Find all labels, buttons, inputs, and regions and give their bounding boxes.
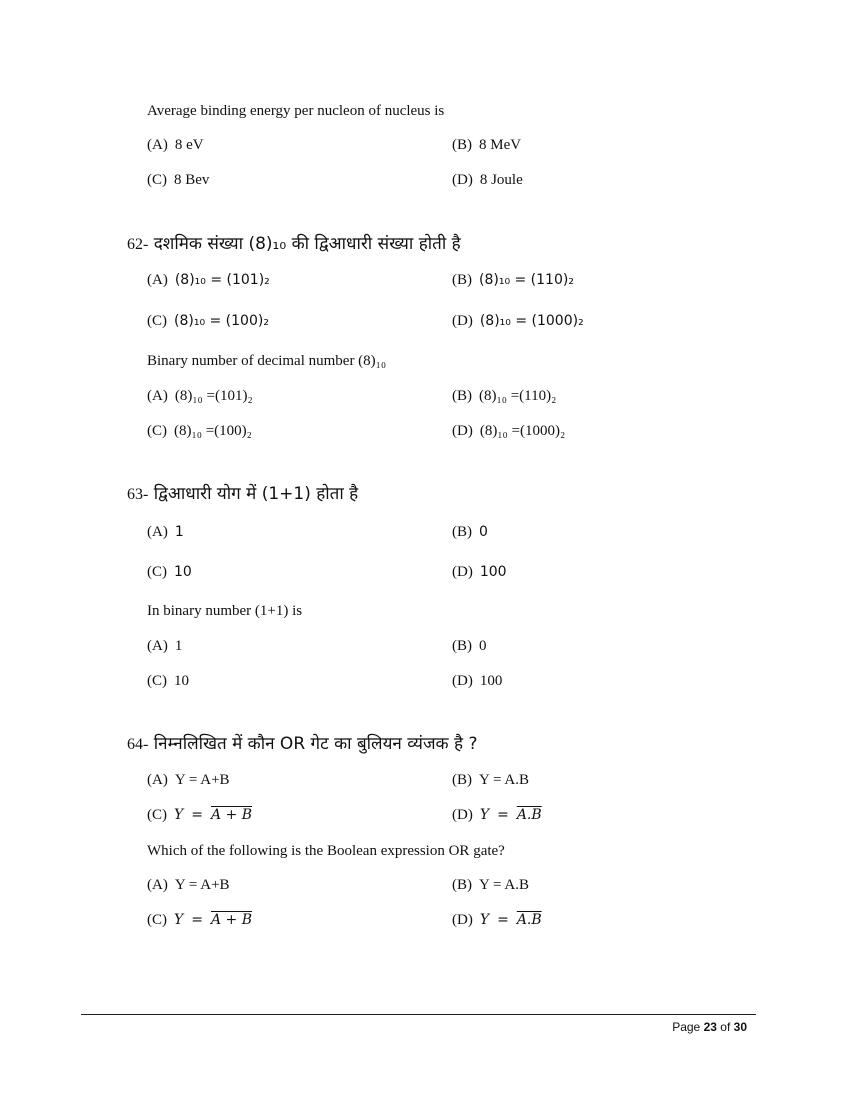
option-label: (C) bbox=[147, 172, 167, 188]
option-text: 8 Joule bbox=[479, 172, 523, 188]
q61-question-en: Average binding energy per nucleon of nucleus is bbox=[147, 103, 445, 119]
option-text: (8)₁₀ =(101)₂ bbox=[174, 388, 253, 404]
boolean-expression bbox=[174, 912, 252, 928]
q62-option-hi-b bbox=[452, 272, 574, 289]
option-label: (A) bbox=[147, 524, 168, 540]
q64-option-en-d bbox=[452, 912, 542, 929]
q64-option-hi-b bbox=[452, 772, 529, 789]
option-text: 1 bbox=[174, 524, 184, 540]
expr-lhs: Y bbox=[479, 807, 490, 823]
option-text: 0 bbox=[479, 638, 487, 654]
q61-option-a bbox=[147, 137, 204, 154]
q64-heading bbox=[127, 731, 477, 754]
q62-option-en-d bbox=[452, 423, 565, 440]
option-text: 8 Bev bbox=[174, 172, 210, 188]
option-text: 10 bbox=[174, 673, 189, 689]
option-text: 8 eV bbox=[174, 137, 204, 153]
option-label: (D) bbox=[452, 172, 473, 188]
q63-option-hi-a bbox=[147, 524, 184, 541]
q62-option-en-a bbox=[147, 388, 253, 405]
option-label: (C) bbox=[147, 912, 167, 928]
q64-option-en-c bbox=[147, 912, 252, 929]
q61-option-b bbox=[452, 137, 521, 154]
option-label: (D) bbox=[452, 912, 473, 928]
q62-question-hi: दशमिक संख्या (8)₁₀ की द्विआधारी संख्या होती है bbox=[153, 234, 461, 254]
q63-question-hi: द्विआधारी योग में (1+1) होता है bbox=[153, 484, 359, 504]
expr-rhs-overlined: A + B bbox=[210, 912, 253, 928]
expr-rhs-overlined: A.B bbox=[516, 807, 542, 823]
question-number: 63- bbox=[127, 486, 149, 503]
expr-lhs: Y bbox=[174, 912, 184, 928]
q62-option-en-b bbox=[452, 388, 556, 405]
option-text: 100 bbox=[479, 564, 507, 580]
q62-heading bbox=[127, 231, 461, 254]
option-text: (8)₁₀ =(1000)₂ bbox=[479, 423, 566, 439]
option-text: 100 bbox=[479, 673, 503, 689]
option-label: (B) bbox=[452, 137, 472, 153]
option-label: (D) bbox=[452, 313, 473, 329]
option-label: (C) bbox=[147, 564, 167, 580]
equals-sign: = bbox=[497, 912, 509, 928]
q64-option-hi-a bbox=[147, 772, 230, 789]
option-label: (D) bbox=[452, 673, 473, 689]
option-label: (C) bbox=[147, 807, 167, 823]
option-label: (A) bbox=[147, 772, 168, 788]
option-label: (C) bbox=[147, 423, 167, 439]
option-label: (B) bbox=[452, 638, 472, 654]
page-number bbox=[672, 1020, 747, 1034]
q62-option-hi-c bbox=[147, 313, 269, 330]
option-label: (B) bbox=[452, 272, 472, 288]
q64-option-hi-d bbox=[452, 807, 542, 824]
boolean-expression bbox=[480, 807, 542, 823]
question-number: 64- bbox=[127, 736, 149, 753]
equals-sign: = bbox=[497, 807, 509, 823]
option-text: (8)₁₀ =(110)₂ bbox=[479, 388, 557, 404]
boolean-expression bbox=[174, 807, 252, 823]
total-pages: 30 bbox=[733, 1020, 747, 1034]
q64-question-en: Which of the following is the Boolean expression OR gate? bbox=[147, 843, 505, 859]
q64-question-hi: निम्नलिखित में कौन OR गेट का बुलियन व्यंजक है ? bbox=[153, 734, 478, 754]
question-number: 62- bbox=[127, 236, 149, 253]
q63-option-en-a bbox=[147, 638, 182, 655]
option-text: 0 bbox=[479, 524, 488, 540]
option-label: (D) bbox=[452, 423, 473, 439]
option-label: (D) bbox=[452, 807, 473, 823]
q64-option-en-b bbox=[452, 877, 529, 894]
q62-question-en: Binary number of decimal number (8)₁₀ bbox=[147, 353, 387, 369]
option-text: (8)₁₀ = (100)₂ bbox=[174, 313, 269, 329]
q63-option-en-d bbox=[452, 673, 502, 690]
option-text: (8)₁₀ = (1000)₂ bbox=[479, 313, 584, 329]
option-text: Y = A.B bbox=[479, 772, 529, 788]
q62-option-hi-d bbox=[452, 313, 584, 330]
footer-divider bbox=[81, 1014, 756, 1015]
option-text: (8)₁₀ = (101)₂ bbox=[174, 272, 270, 288]
option-label: (A) bbox=[147, 388, 168, 404]
q63-question-en: In binary number (1+1) is bbox=[147, 603, 303, 619]
q62-option-en-c bbox=[147, 423, 252, 440]
option-label: (B) bbox=[452, 772, 472, 788]
option-label: (A) bbox=[147, 272, 168, 288]
equals-sign: = bbox=[191, 807, 203, 823]
q62-option-hi-a bbox=[147, 272, 270, 289]
option-text: Y = A.B bbox=[479, 877, 529, 893]
option-label: (B) bbox=[452, 388, 472, 404]
option-label: (A) bbox=[147, 137, 168, 153]
expr-rhs-overlined: A + B bbox=[210, 807, 253, 823]
page-prefix: Page bbox=[672, 1020, 701, 1034]
option-text: Y = A+B bbox=[174, 877, 230, 893]
option-label: (A) bbox=[147, 638, 168, 654]
option-text: (8)₁₀ = (110)₂ bbox=[479, 272, 574, 288]
option-label: (B) bbox=[452, 877, 472, 893]
option-label: (A) bbox=[147, 877, 168, 893]
boolean-expression bbox=[480, 912, 542, 928]
q63-option-hi-b bbox=[452, 524, 488, 541]
q63-option-hi-d bbox=[452, 564, 507, 581]
q64-option-hi-c bbox=[147, 807, 252, 824]
q64-option-en-a bbox=[147, 877, 230, 894]
option-label: (D) bbox=[452, 564, 473, 580]
q61-option-d bbox=[452, 172, 523, 189]
option-label: (C) bbox=[147, 313, 167, 329]
q61-option-c bbox=[147, 172, 209, 189]
equals-sign: = bbox=[191, 912, 203, 928]
option-text: 1 bbox=[174, 638, 183, 654]
expr-lhs: Y bbox=[479, 912, 490, 928]
current-page: 23 bbox=[703, 1020, 717, 1034]
option-label: (B) bbox=[452, 524, 472, 540]
q63-heading bbox=[127, 481, 358, 504]
q63-option-hi-c bbox=[147, 564, 192, 581]
option-text: 10 bbox=[174, 564, 192, 580]
expr-rhs-overlined: A.B bbox=[516, 912, 542, 928]
page-of: of bbox=[720, 1020, 731, 1034]
q63-option-en-b bbox=[452, 638, 487, 655]
option-label: (C) bbox=[147, 673, 167, 689]
option-text: 8 MeV bbox=[479, 137, 522, 153]
expr-lhs: Y bbox=[174, 807, 184, 823]
option-text: Y = A+B bbox=[174, 772, 230, 788]
q63-option-en-c bbox=[147, 673, 189, 690]
option-text: (8)₁₀ =(100)₂ bbox=[174, 423, 252, 439]
